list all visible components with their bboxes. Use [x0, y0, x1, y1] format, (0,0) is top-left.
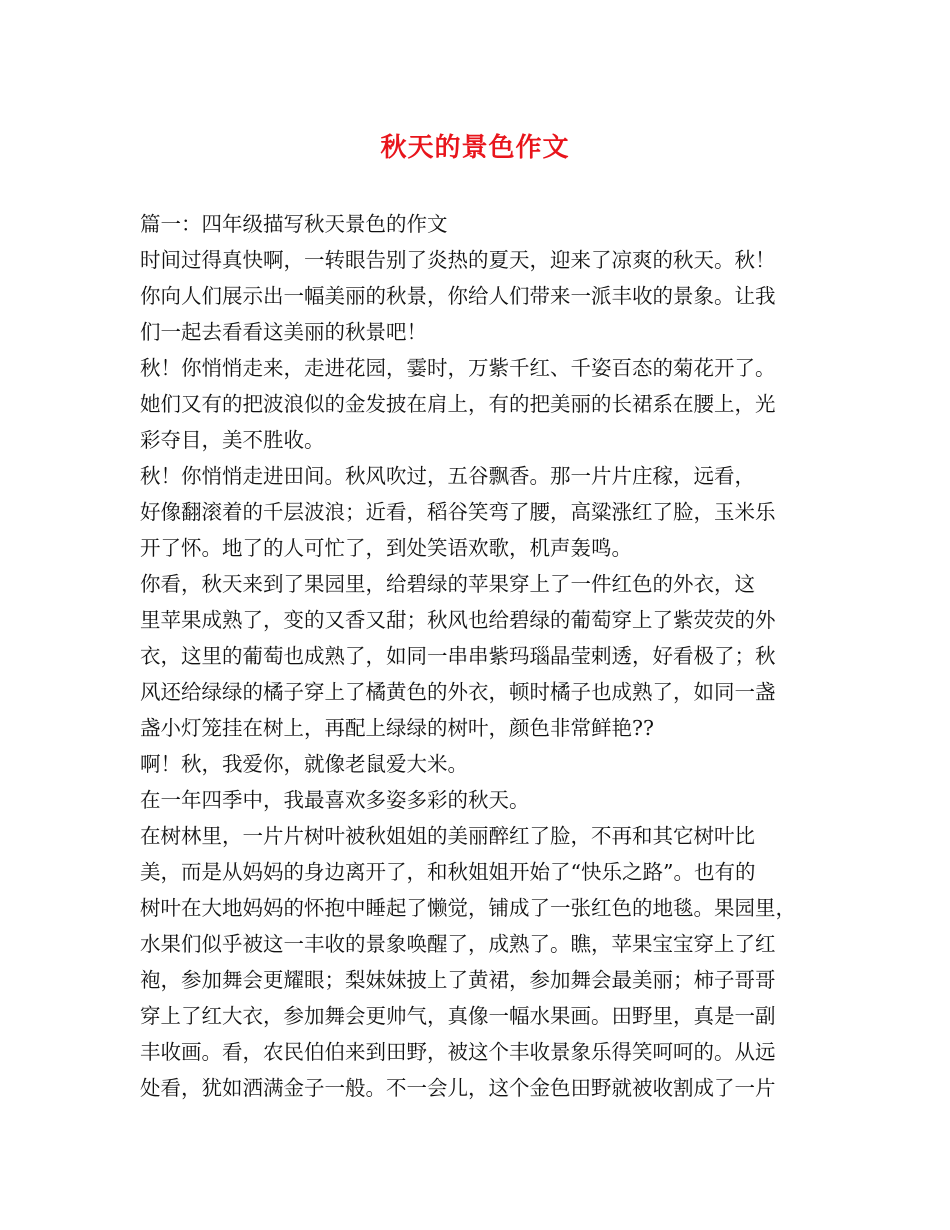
- text-line: 彩夺目，美不胜收。: [140, 428, 325, 452]
- text-line: 美，而是从妈妈的身边离开了，和秋姐姐开始了“快乐之路”。也有的: [140, 860, 756, 884]
- text-line: 衣，这里的葡萄也成熟了，如同一串串紫玛瑙晶莹剌透，好看极了；秋: [140, 644, 776, 668]
- text-line: 袍，参加舞会更耀眼；梨妹妹披上了黄裙，参加舞会最美丽；柿子哥哥: [140, 968, 776, 992]
- text-line: 秋！你悄悄走来，走进花园，霎时，万紫千红、千姿百态的菊花开了。: [140, 356, 776, 380]
- text-line: 丰收画。看，农民伯伯来到田野，被这个丰收景象乐得笑呵呵的。从远: [140, 1040, 776, 1064]
- text-line: 们一起去看看这美丽的秋景吧！: [140, 320, 427, 344]
- text-line: 在树林里，一片片树叶被秋姐姐的美丽醉红了脸，不再和其它树叶比: [140, 824, 755, 848]
- text-line: 里苹果成熟了，变的又香又甜；秋风也给碧绿的葡萄穿上了紫荧荧的外: [140, 608, 776, 632]
- text-line: 树叶在大地妈妈的怀抱中睡起了懒觉，铺成了一张红色的地毯。果园里，: [140, 896, 796, 920]
- text-line: 在一年四季中，我最喜欢多姿多彩的秋天。: [140, 788, 530, 812]
- text-line: 开了怀。地了的人可忙了，到处笑语欢歌，机声轰鸣。: [140, 536, 632, 560]
- text-line: 穿上了红大衣，参加舞会更帅气，真像一幅水果画。田野里，真是一副: [140, 1004, 776, 1028]
- text-line: 啊！秋，我爱你，就像老鼠爱大米。: [140, 752, 468, 776]
- text-line: 你向人们展示出一幅美丽的秋景，你给人们带来一派丰收的景象。让我: [140, 284, 776, 308]
- text-line: 好像翻滚着的千层波浪；近看，稻谷笑弯了腰，高粱涨红了脸，玉米乐: [140, 500, 776, 524]
- text-line: 水果们似乎被这一丰收的景象唤醒了，成熟了。瞧，苹果宝宝穿上了红: [140, 932, 776, 956]
- text-line: 盏小灯笼挂在树上，再配上绿绿的树叶，颜色非常鲜艳??: [140, 716, 654, 740]
- text-line: 风还给绿绿的橘子穿上了橘黄色的外衣，顿时橘子也成熟了，如同一盏: [140, 680, 776, 704]
- text-line: 秋！你悄悄走进田间。秋风吹过，五谷飘香。那一片片庄稼，远看，: [140, 464, 755, 488]
- text-line: 篇一：四年级描写秋天景色的作文: [140, 212, 448, 236]
- text-line: 时间过得真快啊，一转眼告别了炎热的夏天，迎来了凉爽的秋天。秋！: [140, 248, 776, 272]
- text-line: 她们又有的把波浪似的金发披在肩上，有的把美丽的长裙系在腰上，光: [140, 392, 776, 416]
- document-title: 秋天的景色作文: [380, 133, 570, 163]
- text-line: 处看，犹如洒满金子一般。不一会儿，这个金色田野就被收割成了一片: [140, 1076, 776, 1100]
- text-line: 你看，秋天来到了果园里，给碧绿的苹果穿上了一件红色的外衣，这: [140, 572, 755, 596]
